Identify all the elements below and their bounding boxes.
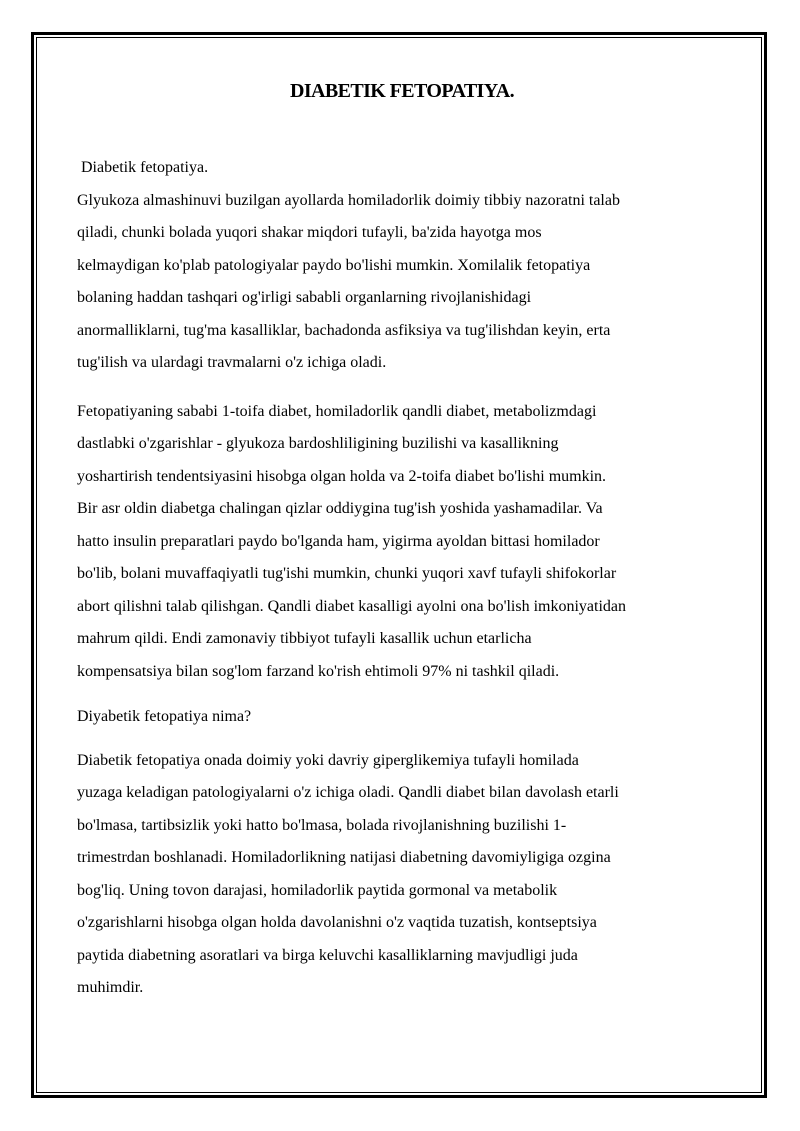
intro-heading: Diabetik fetopatiya.	[81, 159, 209, 176]
document-body	[77, 74, 727, 1005]
paragraph-1: Glyukoza almashinuvi buzilgan ayollarda homiladorlik doimiy tibbiy nazoratni talab qiladi, chunki bolada yuqori shakar miqdori tufayli, ba'zida hayotga mos kelmaydigan ko'plab patologiyalar paydo bo'lishi mumkin. Xomilalik fetopatiya bolaning haddan tashqari og'irligi sababli organlarning rivojlanishidagi anormalliklarni, tug'ma kasalliklar, bachadonda asfiksiya va tug'ilishdan keyin, erta tug'ilish va ulardagi travmalarni o'z ichiga oladi.	[77, 191, 620, 371]
question-heading: Diyabetik fetopatiya nima?	[77, 708, 252, 725]
document-title: DIABETIK FETOPATIYA.	[290, 80, 514, 102]
paragraph-3: Diabetik fetopatiya onada doimiy yoki davriy giperglikemiya tufayli homilada yuzaga keladigan patologiyalarni o'z ichiga oladi. Qandli diabet bilan davolash etarli bo'lmasa, tartibsizlik yoki hatto bo'lmasa, bolada rivojlanishning buzilishi 1- trimestrdan boshlanadi. Homiladorlikning natijasi diabetning davomiyligiga ozgina bog'liq. Uning tovon darajasi, homiladorlik paytida gormonal va metabolik o'zgarishlarni hisobga olgan holda davolanishni o'z vaqtida tuzatish, kontseptsiya paytida diabetning asoratlari va birga keluvchi kasalliklarning mavjudligi juda muhimdir.	[77, 751, 619, 996]
paragraph-2: Fetopatiyaning sababi 1-toifa diabet, homiladorlik qandli diabet, metabolizmdagi dastlabki o'zgarishlar - glyukoza bardoshliligining buzilishi va kasallikning yoshartirish tendentsiyasini hisobga olgan holda va 2-toifa diabet bo'lishi mumkin. Bir asr oldin diabetga chalingan qizlar oddiygina tug'ish yoshida yashamadilar. Va hatto insulin preparatlari paydo bo'lganda ham, yigirma ayoldan bittasi homilador bo'lib, bolani muvaffaqiyatli tug'ishi mumkin, chunki yuqori xavf tufayli shifokorlar abort qilishni talab qilishgan. Qandli diabet kasalligi ayolni ona bo'lish imkoniyatidan mahrum qildi. Endi zamonaviy tibbiyot tufayli kasallik uchun etarlicha kompensatsiya bilan sog'lom farzand ko'rish ehtimoli 97% ni tashkil qiladi.	[77, 402, 627, 680]
